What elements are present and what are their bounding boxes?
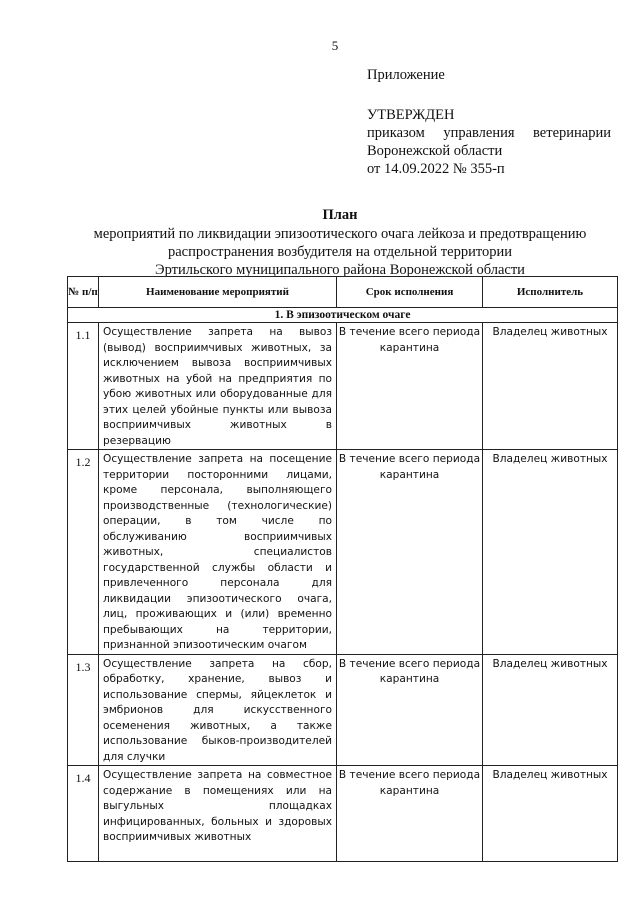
approved-label: УТВЕРЖДЕН [367,107,455,123]
row-term: В течение всего периода карантина [337,323,483,450]
row-num: 1.3 [68,654,99,766]
row-name: Осуществление запрета на посещение территории посторонними лицами, кроме персонала, выполняющего производственные (технологические) операции, в том числе по обслуживанию восприимчивых животных, специалистов государственной службы области и привлеченного персонала для ликвидации эпизоотического очага, лиц, проживающих и (или) временно пребывающих на территории, признанной эпизоотическим очагом [99,450,337,655]
row-executor: Владелец животных [483,766,618,862]
plan-heading: План [322,207,358,223]
plan-title-block [70,206,610,279]
page-number: 5 [331,38,339,53]
header-num: № п/п [68,277,99,308]
row-name: Осуществление запрета на совместное содержание в помещениях или на выгульных площадках инфицированных, больных и здоровых восприимчивых животных [99,766,337,862]
header-name: Наименование мероприятий [99,277,337,308]
approval-order-line [367,124,611,142]
row-term: В течение всего периода карантина [337,450,483,655]
plan-subtitle-line-3: Эртильского муниципального района Воронежской области [155,262,525,278]
table-row [68,654,618,766]
row-name: Осуществление запрета на сбор, обработку, хранение, вывоз и использование спермы, яйцеклеток и эмбрионов для искусственного осеменения животных, а также использование быков-производителей для случки [99,654,337,766]
row-num: 1.4 [68,766,99,862]
row-name: Осуществление запрета на вывоз (вывод) восприимчивых животных, за исключением вывоза восприимчивых животных на убой на предприятия по убою животных или оборудованные для этих целей убойные пункты или вывоза восприимчивых животных в резервацию [99,323,337,450]
row-num: 1.1 [68,323,99,450]
approval-region: Воронежской области [367,143,503,159]
approval-date-number: от 14.09.2022 № 355-п [367,161,505,177]
header-executor: Исполнитель [483,277,618,308]
approval-block [367,66,611,178]
table-header-row [68,277,618,308]
row-executor: Владелец животных [483,654,618,766]
table-row [68,766,618,862]
approval-word-department: управления [443,125,515,141]
measures-table [67,276,618,862]
section-title: 1. В эпизоотическом очаге [68,308,618,323]
section-row [68,308,618,323]
row-num: 1.2 [68,450,99,655]
header-term: Срок исполнения [337,277,483,308]
plan-subtitle-line-1: мероприятий по ликвидации эпизоотического очага лейкоза и предотвращению [93,226,587,242]
plan-subtitle-line-2: распространения возбудителя на отдельной территории [168,244,512,260]
appendix-label: Приложение [367,67,445,83]
row-executor: Владелец животных [483,450,618,655]
row-executor: Владелец животных [483,323,618,450]
row-term: В течение всего периода карантина [337,766,483,862]
approval-word-veterinary: ветеринарии [533,125,611,141]
row-term: В течение всего периода карантина [337,654,483,766]
table-row [68,450,618,655]
approval-word-order: приказом [367,125,425,141]
table-row [68,323,618,450]
